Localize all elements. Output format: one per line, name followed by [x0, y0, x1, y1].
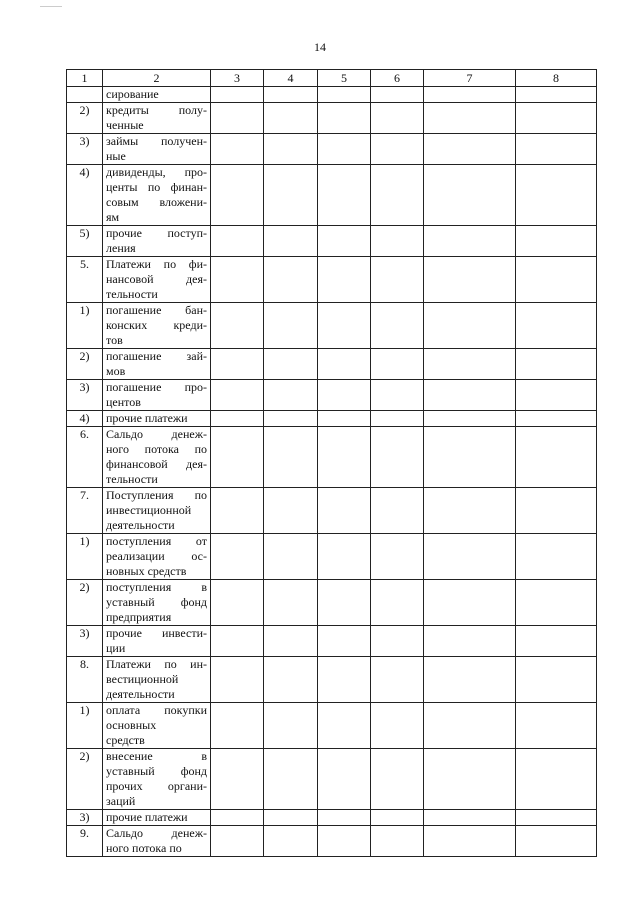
row-label-line: инвестиционной: [106, 503, 192, 517]
row-number: 8.: [67, 657, 103, 703]
table-row: [67, 580, 597, 626]
row-label-line: уставный фонд: [106, 764, 207, 778]
empty-cell-col-8: [516, 380, 597, 411]
empty-cell-col-5: [318, 257, 371, 303]
empty-cell-col-5: [318, 626, 371, 657]
row-label-line: Платежи по ин-: [106, 657, 207, 671]
row-label-line: заций: [106, 794, 136, 808]
row-label-line: ченные: [106, 118, 144, 132]
row-label: [103, 134, 211, 165]
table-row: [67, 380, 597, 411]
table-row: [67, 349, 597, 380]
column-header-3: 3: [211, 70, 264, 87]
empty-cell-col-3: [211, 427, 264, 488]
empty-cell-col-8: [516, 810, 597, 826]
empty-cell-col-4: [264, 626, 318, 657]
row-label: [103, 87, 211, 103]
row-number: 2): [67, 103, 103, 134]
row-label: [103, 165, 211, 226]
empty-cell-col-3: [211, 226, 264, 257]
row-label-line: дивиденды, про-: [106, 165, 207, 179]
table-row: [67, 134, 597, 165]
row-number: 4): [67, 165, 103, 226]
empty-cell-col-6: [371, 303, 424, 349]
row-label: [103, 580, 211, 626]
empty-cell-col-7: [424, 810, 516, 826]
table-row: [67, 427, 597, 488]
empty-cell-col-3: [211, 488, 264, 534]
empty-cell-col-3: [211, 657, 264, 703]
empty-cell-col-8: [516, 427, 597, 488]
row-number: 2): [67, 580, 103, 626]
row-label-line: деятельности: [106, 687, 175, 701]
empty-cell-col-3: [211, 87, 264, 103]
table-row: [67, 810, 597, 826]
empty-cell-col-4: [264, 749, 318, 810]
row-label-line: прочие платежи: [106, 411, 188, 425]
row-label-line: прочие платежи: [106, 810, 188, 824]
row-number: 3): [67, 810, 103, 826]
empty-cell-col-7: [424, 165, 516, 226]
row-number: 3): [67, 134, 103, 165]
row-label-line: ного потока по: [106, 841, 182, 855]
table-row: [67, 749, 597, 810]
table-row: [67, 534, 597, 580]
row-number: 3): [67, 380, 103, 411]
empty-cell-col-7: [424, 380, 516, 411]
empty-cell-col-4: [264, 165, 318, 226]
empty-cell-col-5: [318, 303, 371, 349]
empty-cell-col-4: [264, 826, 318, 857]
cash-flow-table: [66, 69, 597, 857]
table-row: [67, 411, 597, 427]
row-label-line: тов: [106, 333, 123, 347]
empty-cell-col-4: [264, 810, 318, 826]
empty-cell-col-6: [371, 657, 424, 703]
empty-cell-col-4: [264, 226, 318, 257]
empty-cell-col-6: [371, 134, 424, 165]
row-number: 6.: [67, 427, 103, 488]
row-number: [67, 87, 103, 103]
row-label-line: Поступления по: [106, 488, 207, 502]
row-label-line: реализации ос-: [106, 549, 207, 563]
empty-cell-col-3: [211, 826, 264, 857]
empty-cell-col-8: [516, 411, 597, 427]
empty-cell-col-6: [371, 826, 424, 857]
row-number: 1): [67, 303, 103, 349]
row-number: 3): [67, 626, 103, 657]
empty-cell-col-5: [318, 810, 371, 826]
empty-cell-col-8: [516, 826, 597, 857]
empty-cell-col-7: [424, 534, 516, 580]
row-label: [103, 226, 211, 257]
row-label: [103, 657, 211, 703]
empty-cell-col-5: [318, 749, 371, 810]
empty-cell-col-8: [516, 87, 597, 103]
empty-cell-col-3: [211, 534, 264, 580]
empty-cell-col-7: [424, 257, 516, 303]
empty-cell-col-3: [211, 626, 264, 657]
empty-cell-col-6: [371, 703, 424, 749]
row-label-line: средств: [106, 733, 145, 747]
empty-cell-col-4: [264, 488, 318, 534]
empty-cell-col-5: [318, 703, 371, 749]
empty-cell-col-6: [371, 749, 424, 810]
row-number: 9.: [67, 826, 103, 857]
row-label-line: погашение бан-: [106, 303, 207, 317]
empty-cell-col-7: [424, 349, 516, 380]
row-label-line: тельности: [106, 287, 158, 301]
empty-cell-col-6: [371, 488, 424, 534]
table-row: [67, 488, 597, 534]
empty-cell-col-3: [211, 749, 264, 810]
empty-cell-col-3: [211, 380, 264, 411]
empty-cell-col-8: [516, 580, 597, 626]
row-number: 2): [67, 349, 103, 380]
empty-cell-col-8: [516, 103, 597, 134]
empty-cell-col-3: [211, 411, 264, 427]
empty-cell-col-4: [264, 580, 318, 626]
row-label-line: Сальдо денеж-: [106, 826, 207, 840]
empty-cell-col-4: [264, 534, 318, 580]
empty-cell-col-3: [211, 257, 264, 303]
empty-cell-col-3: [211, 134, 264, 165]
row-label-line: вестиционной: [106, 672, 179, 686]
empty-cell-col-7: [424, 657, 516, 703]
empty-cell-col-5: [318, 380, 371, 411]
empty-cell-col-8: [516, 257, 597, 303]
row-label-line: тельности: [106, 472, 158, 486]
row-label-line: конских креди-: [106, 318, 207, 332]
empty-cell-col-5: [318, 226, 371, 257]
row-label: [103, 427, 211, 488]
empty-cell-col-5: [318, 165, 371, 226]
empty-cell-col-4: [264, 257, 318, 303]
empty-cell-col-6: [371, 380, 424, 411]
column-header-2: 2: [103, 70, 211, 87]
empty-cell-col-4: [264, 87, 318, 103]
row-label-line: ные: [106, 149, 126, 163]
row-label-line: нансовой дея-: [106, 272, 207, 286]
row-label-line: центов: [106, 395, 141, 409]
row-label-line: поступления в: [106, 580, 207, 594]
row-label: [103, 826, 211, 857]
empty-cell-col-8: [516, 303, 597, 349]
empty-cell-col-6: [371, 810, 424, 826]
empty-cell-col-5: [318, 87, 371, 103]
row-label-line: кредиты полу-: [106, 103, 207, 117]
table-row: [67, 657, 597, 703]
column-header-7: 7: [424, 70, 516, 87]
empty-cell-col-6: [371, 534, 424, 580]
empty-cell-col-6: [371, 411, 424, 427]
row-label: [103, 626, 211, 657]
column-header-4: 4: [264, 70, 318, 87]
empty-cell-col-5: [318, 349, 371, 380]
column-header-1: 1: [67, 70, 103, 87]
table-row: [67, 303, 597, 349]
row-number: 2): [67, 749, 103, 810]
table-row: [67, 626, 597, 657]
row-label-line: уставный фонд: [106, 595, 207, 609]
empty-cell-col-5: [318, 427, 371, 488]
table-row: [67, 103, 597, 134]
row-label-line: прочих органи-: [106, 779, 207, 793]
empty-cell-col-5: [318, 534, 371, 580]
empty-cell-col-7: [424, 826, 516, 857]
scan-mark: [40, 0, 62, 7]
empty-cell-col-6: [371, 626, 424, 657]
column-header-6: 6: [371, 70, 424, 87]
empty-cell-col-7: [424, 626, 516, 657]
empty-cell-col-7: [424, 226, 516, 257]
empty-cell-col-5: [318, 134, 371, 165]
table-row: [67, 87, 597, 103]
row-label-line: погашение про-: [106, 380, 207, 394]
row-label-line: Сальдо денеж-: [106, 427, 207, 441]
row-label-line: ям: [106, 210, 120, 224]
table-row: [67, 226, 597, 257]
empty-cell-col-7: [424, 427, 516, 488]
empty-cell-col-7: [424, 749, 516, 810]
row-label: [103, 257, 211, 303]
empty-cell-col-5: [318, 657, 371, 703]
row-label-line: финансовой дея-: [106, 457, 207, 471]
row-label-line: Платежи по фи-: [106, 257, 207, 271]
empty-cell-col-8: [516, 626, 597, 657]
empty-cell-col-3: [211, 303, 264, 349]
row-label-line: оплата покупки: [106, 703, 207, 717]
row-label-line: ления: [106, 241, 136, 255]
column-header-8: 8: [516, 70, 597, 87]
table-row: [67, 257, 597, 303]
empty-cell-col-6: [371, 87, 424, 103]
empty-cell-col-3: [211, 703, 264, 749]
row-label: [103, 534, 211, 580]
row-label-line: поступления от: [106, 534, 207, 548]
empty-cell-col-5: [318, 826, 371, 857]
empty-cell-col-7: [424, 488, 516, 534]
row-label-line: основных: [106, 718, 157, 732]
row-number: 4): [67, 411, 103, 427]
empty-cell-col-4: [264, 380, 318, 411]
empty-cell-col-8: [516, 749, 597, 810]
empty-cell-col-5: [318, 488, 371, 534]
empty-cell-col-3: [211, 349, 264, 380]
empty-cell-col-4: [264, 134, 318, 165]
row-label: [103, 749, 211, 810]
table-row: [67, 703, 597, 749]
empty-cell-col-8: [516, 657, 597, 703]
row-label-line: центы по финан-: [106, 180, 207, 194]
empty-cell-col-3: [211, 103, 264, 134]
empty-cell-col-8: [516, 534, 597, 580]
empty-cell-col-4: [264, 657, 318, 703]
row-label: [103, 810, 211, 826]
row-label-line: внесение в: [106, 749, 207, 763]
row-label-line: ного потока по: [106, 442, 207, 456]
empty-cell-col-4: [264, 103, 318, 134]
row-label: [103, 103, 211, 134]
empty-cell-col-8: [516, 349, 597, 380]
row-label-line: ции: [106, 641, 126, 655]
row-label-line: предприятия: [106, 610, 172, 624]
table-row: [67, 165, 597, 226]
empty-cell-col-6: [371, 349, 424, 380]
empty-cell-col-3: [211, 810, 264, 826]
empty-cell-col-8: [516, 488, 597, 534]
empty-cell-col-4: [264, 349, 318, 380]
empty-cell-col-6: [371, 226, 424, 257]
empty-cell-col-7: [424, 411, 516, 427]
row-label: [103, 303, 211, 349]
row-number: 5.: [67, 257, 103, 303]
table-row: [67, 826, 597, 857]
empty-cell-col-3: [211, 165, 264, 226]
row-number: 5): [67, 226, 103, 257]
row-label: [103, 703, 211, 749]
empty-cell-col-5: [318, 103, 371, 134]
empty-cell-col-6: [371, 427, 424, 488]
empty-cell-col-7: [424, 87, 516, 103]
empty-cell-col-4: [264, 703, 318, 749]
empty-cell-col-7: [424, 134, 516, 165]
row-label-line: новных средств: [106, 564, 187, 578]
empty-cell-col-8: [516, 165, 597, 226]
table-header-row: [67, 70, 597, 87]
row-label-line: погашение зай-: [106, 349, 207, 363]
empty-cell-col-5: [318, 580, 371, 626]
row-label-line: совым вложени-: [106, 195, 207, 209]
empty-cell-col-3: [211, 580, 264, 626]
row-label-line: деятельности: [106, 518, 175, 532]
column-header-5: 5: [318, 70, 371, 87]
row-number: 1): [67, 534, 103, 580]
row-label-line: займы получен-: [106, 134, 207, 148]
empty-cell-col-6: [371, 103, 424, 134]
row-label-line: прочие инвести-: [106, 626, 207, 640]
empty-cell-col-6: [371, 580, 424, 626]
empty-cell-col-4: [264, 411, 318, 427]
empty-cell-col-5: [318, 411, 371, 427]
row-label-line: прочие поступ-: [106, 226, 207, 240]
row-number: 1): [67, 703, 103, 749]
empty-cell-col-6: [371, 165, 424, 226]
row-label: [103, 411, 211, 427]
empty-cell-col-7: [424, 703, 516, 749]
empty-cell-col-7: [424, 303, 516, 349]
empty-cell-col-4: [264, 427, 318, 488]
empty-cell-col-8: [516, 134, 597, 165]
row-label-line: сирование: [106, 87, 159, 101]
empty-cell-col-8: [516, 226, 597, 257]
row-label: [103, 380, 211, 411]
empty-cell-col-6: [371, 257, 424, 303]
row-label-line: мов: [106, 364, 126, 378]
row-number: 7.: [67, 488, 103, 534]
empty-cell-col-7: [424, 580, 516, 626]
page-number: 14: [314, 40, 326, 54]
empty-cell-col-7: [424, 103, 516, 134]
empty-cell-col-4: [264, 303, 318, 349]
row-label: [103, 349, 211, 380]
empty-cell-col-8: [516, 703, 597, 749]
row-label: [103, 488, 211, 534]
